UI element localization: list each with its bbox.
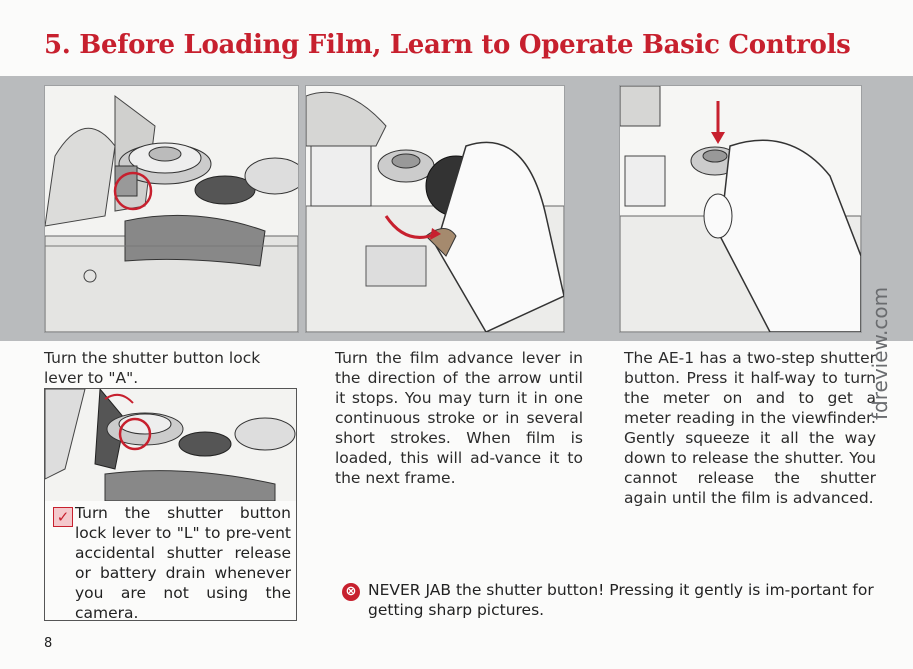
step2-text: Turn the film advance lever in the direction of the arrow until it stops. You may turn it in one continuous stroke or in several short strokes. When film is loaded, this will ad-vance it to the next frame.: [335, 349, 583, 487]
step3-text: The AE-1 has a two-step shutter button. Press it half-way to turn the meter on and to get a meter reading in the viewfinder. Gently squeeze it all the way down to release the shutter. You cannot release the shutter again until the film is advanced.: [624, 349, 876, 507]
photo-shutter-button: [619, 85, 862, 333]
film-advance-illustration: [306, 86, 564, 332]
check-icon: ✓: [53, 507, 73, 527]
page-title: 5. Before Loading Film, Learn to Operate Basic Controls: [44, 30, 851, 60]
lock-note-text: Turn the shutter button lock lever to "L" to pre-vent accidental shutter release or battery drain whenever you are not using the camera.: [75, 504, 291, 622]
warning-icon: ⊗: [342, 583, 360, 601]
photo-film-advance-lever: [305, 85, 565, 333]
inset-photo-lock-l: [45, 389, 296, 501]
photo-shutter-lock-lever: [44, 85, 299, 333]
step1-text: Turn the shutter button lock lever to "A".: [44, 349, 261, 387]
watermark: fdreview.com: [868, 286, 892, 420]
shutter-press-illustration: [620, 86, 861, 332]
lock-lever-illustration: [45, 389, 296, 501]
lock-note-box: [44, 388, 297, 621]
warning-text: NEVER JAB the shutter button! Pressing it gently is im-portant for getting sharp pictures.: [368, 581, 874, 619]
page-number: 8: [44, 636, 53, 651]
camera-top-illustration: [45, 86, 298, 332]
